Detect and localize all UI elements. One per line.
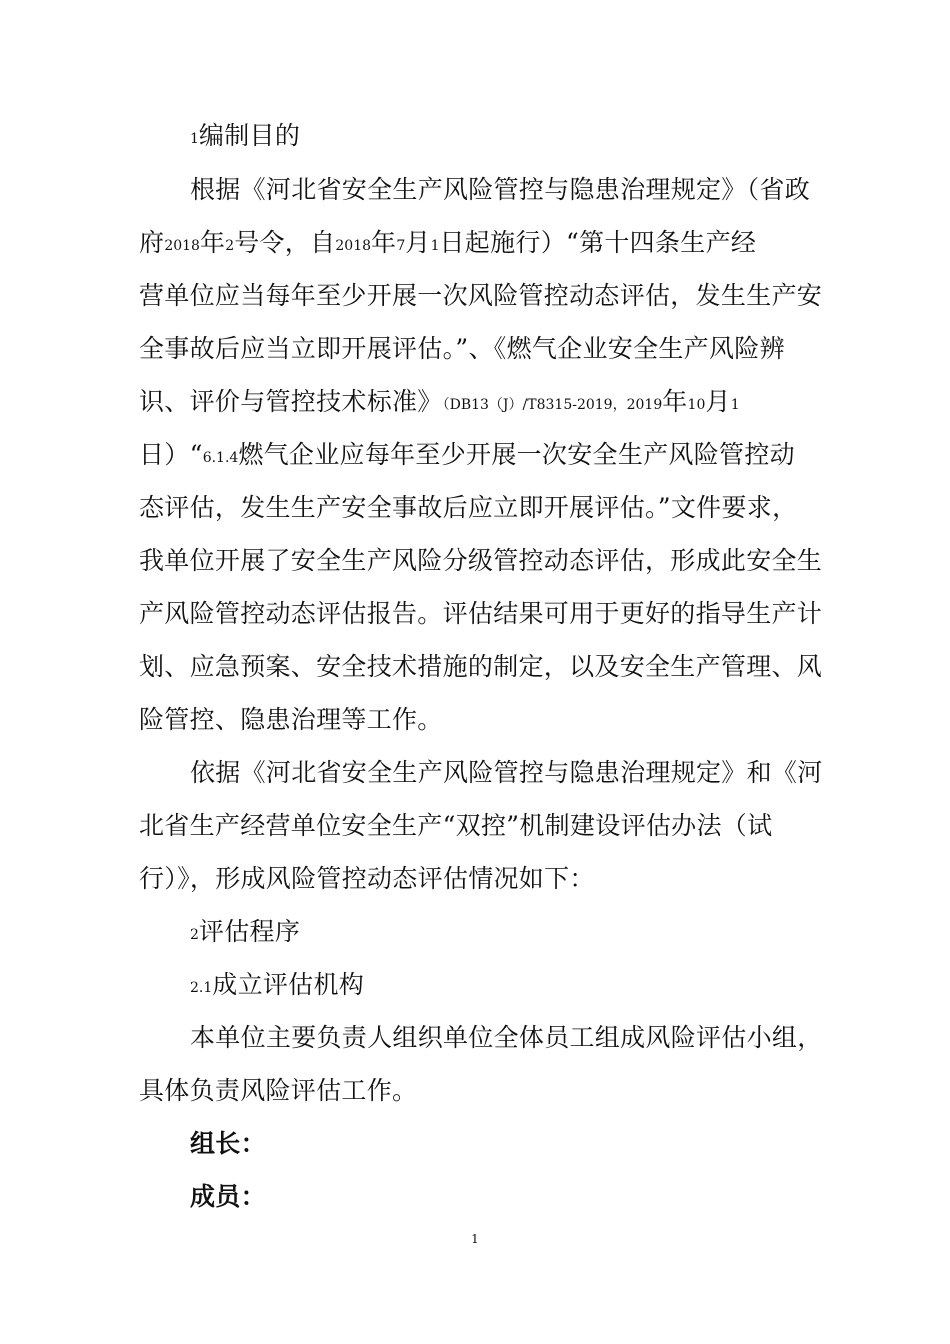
text-span: 日起施行）“第十四条生产经: [439, 228, 757, 257]
section-number: 2.1: [190, 980, 213, 996]
paragraph-line: [139, 228, 756, 261]
team-members-label: 成员：: [190, 1182, 266, 1211]
section-2-1-heading: [190, 970, 364, 1003]
section-1-heading: [190, 121, 300, 154]
paragraph-line: 本单位主要负责人组织单位全体员工组成风险评估小组，: [190, 1023, 823, 1052]
section-title: 成立评估机构: [212, 970, 365, 999]
paragraph-line: [139, 387, 740, 420]
number-span: 2018: [164, 238, 200, 254]
paragraph-line: 我单位开展了安全生产风险分级管控动态评估，形成此安全生: [139, 546, 823, 575]
standard-code: （DB13（J）/T8315-2019，2019: [442, 397, 663, 413]
number-span: 10: [687, 397, 706, 413]
paragraph-line: 险管控、隐患治理等工作。: [139, 705, 443, 734]
number-span: 7: [396, 238, 406, 254]
paragraph-line: 划、应急预案、安全技术措施的制定，以及安全生产管理、风: [139, 652, 823, 681]
number-span: 2: [225, 238, 235, 254]
number-span: 1: [730, 397, 740, 413]
section-2-heading: [190, 917, 300, 950]
section-title: 编制目的: [198, 121, 301, 150]
text-span: 年: [371, 228, 397, 257]
team-leader-label: 组长：: [190, 1129, 266, 1158]
text-span: 月: [405, 228, 431, 257]
section-number: 1: [190, 131, 199, 147]
paragraph-line: 根据《河北省安全生产风险管控与隐患治理规定》（省政: [190, 175, 811, 204]
text-span: 年: [199, 228, 226, 257]
text-span: 号令，自: [234, 228, 336, 257]
clause-number: 6.1.4: [202, 450, 239, 466]
number-span: 2018: [335, 238, 372, 254]
number-span: 1: [430, 238, 440, 254]
text-span: 识、评价与管控技术标准》: [139, 387, 443, 416]
paragraph-line: 营单位应当每年至少开展一次风险管控动态评估，发生生产安: [139, 281, 823, 310]
text-span: 月: [705, 387, 731, 416]
paragraph-line: [139, 440, 795, 473]
text-span: 日）“: [139, 440, 203, 469]
paragraph-line: 北省生产经营单位安全生产“双控”机制建设评估办法（试: [139, 811, 773, 840]
paragraph-line: 产风险管控动态评估报告。评估结果可用于更好的指导生产计: [139, 599, 823, 628]
section-title: 评估程序: [198, 917, 301, 946]
paragraph-line: 行）》，形成风险管控动态评估情况如下：: [139, 864, 595, 893]
text-span: 府: [139, 228, 165, 257]
text-span: 年: [662, 387, 688, 416]
section-number: 2: [190, 927, 199, 943]
page-number: 1: [471, 1232, 479, 1246]
paragraph-line: 态评估，发生生产安全事故后应立即开展评估。”文件要求，: [139, 493, 798, 522]
paragraph-line: 全事故后应当立即开展评估。”、《燃气企业安全生产风险辨: [139, 334, 785, 363]
paragraph-line: 具体负责风险评估工作。: [139, 1076, 418, 1105]
paragraph-line: 依据《河北省安全生产风险管控与隐患治理规定》和《河: [190, 758, 823, 787]
text-span: 燃气企业应每年至少开展一次安全生产风险管控动: [238, 440, 795, 469]
